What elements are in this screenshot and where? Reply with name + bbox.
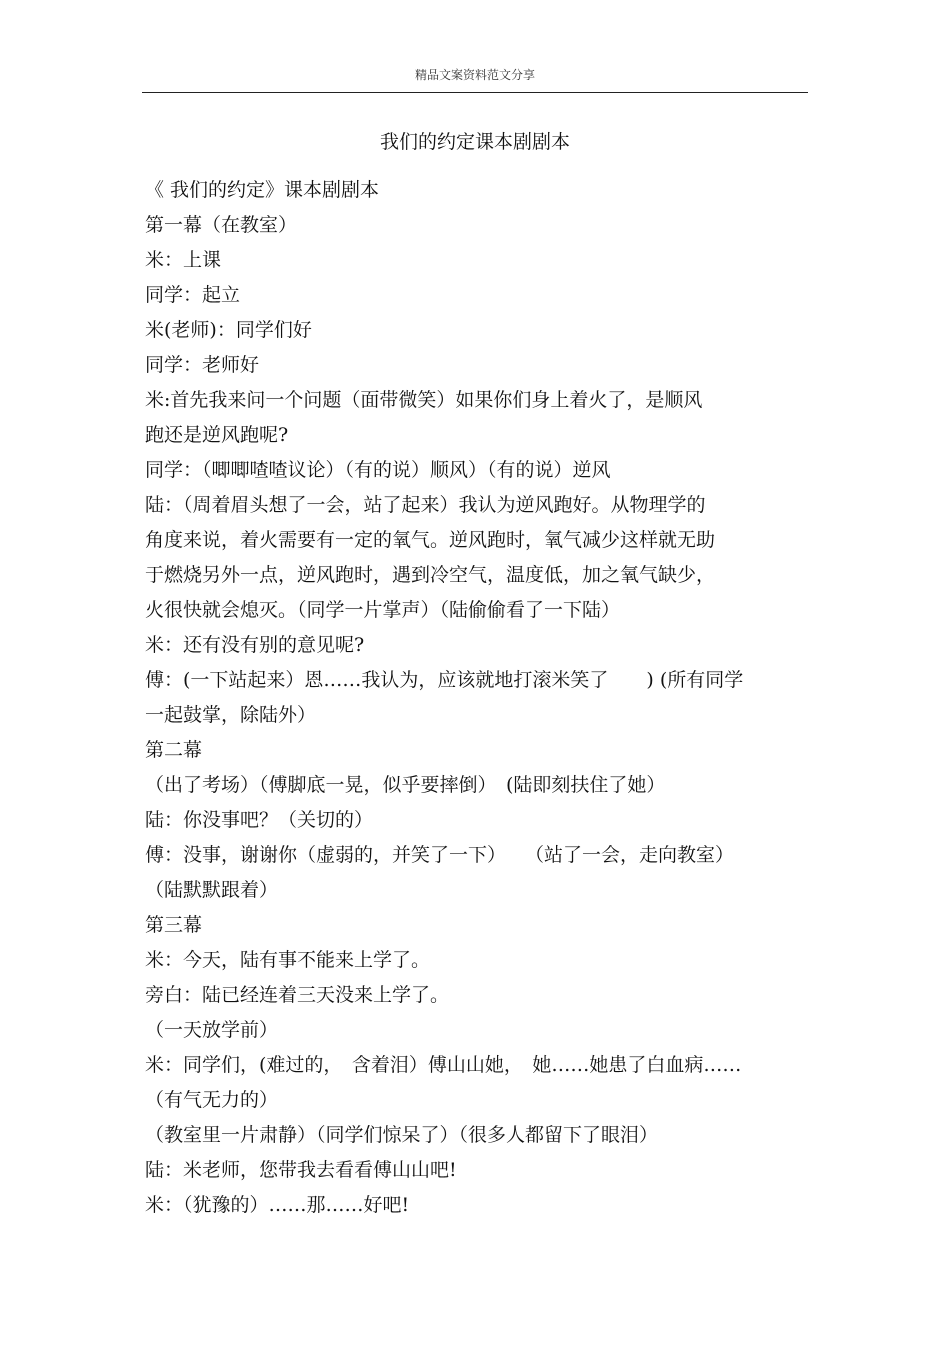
script-line: 陆：你没事吧？（关切的）: [145, 809, 374, 831]
script-line: （陆默默跟着）: [145, 879, 279, 901]
page-header: [142, 66, 808, 93]
script-line: 同学：（唧唧喳喳议论）（有的说）顺风）（有的说）逆风: [145, 459, 611, 481]
script-line: 于燃烧另外一点，逆风跑时，遇到冷空气，温度低，加之氧气缺少，: [145, 564, 716, 586]
script-line: （教室里一片肃静）（同学们惊呆了）（很多人都留下了眼泪）: [145, 1124, 659, 1146]
script-line: 《 我们的约定》课本剧剧本: [145, 179, 380, 201]
script-line: 第二幕: [145, 739, 203, 761]
script-body: [145, 173, 810, 1223]
script-line: （一天放学前）: [145, 1019, 279, 1041]
script-line: 角度来说，着火需要有一定的氧气。逆风跑时，氧气减少这样就无助: [145, 529, 716, 551]
script-line: （出了考场）（傅脚底一晃，似乎要摔倒） (陆即刻扶住了她）: [145, 774, 666, 796]
script-line: 米：（犹豫的）……那……好吧!: [145, 1194, 410, 1216]
script-line: 同学：老师好: [145, 354, 260, 376]
script-line: 陆：米老师，您带我去看看傅山山吧!: [145, 1159, 457, 1181]
script-line: 米:首先我来问一个问题（面带微笑）如果你们身上着火了，是顺风: [145, 389, 703, 411]
script-line: 火很快就会熄灭。（同学一片掌声）（陆偷偷看了一下陆）: [145, 599, 621, 621]
script-line: 旁白：陆已经连着三天没来上学了。: [145, 984, 450, 1006]
script-line: 陆：（周着眉头想了一会，站了起来）我认为逆风跑好。从物理学的: [145, 494, 706, 516]
script-line: 第三幕: [145, 914, 203, 936]
script-line: 米：还有没有别的意见呢?: [145, 634, 365, 656]
header-text: 精品文案资料范文分享: [414, 68, 535, 82]
script-line: 第一幕（在教室）: [145, 214, 298, 236]
script-line: 傅：没事，谢谢你（虚弱的，并笑了一下） （站了一会，走向教室）: [145, 844, 735, 866]
script-line: 米(老师)：同学们好: [145, 319, 312, 341]
script-line: （有气无力的）: [145, 1089, 279, 1111]
script-line: 米：上课: [145, 249, 222, 271]
script-line: 傅：(一下站起来）恩……我认为，应该就地打滚米笑了 ) (所有同学: [145, 669, 744, 691]
script-line: 米：今天，陆有事不能来上学了。: [145, 949, 431, 971]
script-line: 米：同学们，(难过的， 含着泪）傅山山她， 她……她患了白血病……: [145, 1054, 742, 1076]
script-line: 同学：起立: [145, 284, 241, 306]
document-title: 我们的约定课本剧剧本: [379, 131, 570, 153]
script-line: 一起鼓掌，除陆外）: [145, 704, 317, 726]
script-line: 跑还是逆风跑呢?: [145, 424, 289, 446]
